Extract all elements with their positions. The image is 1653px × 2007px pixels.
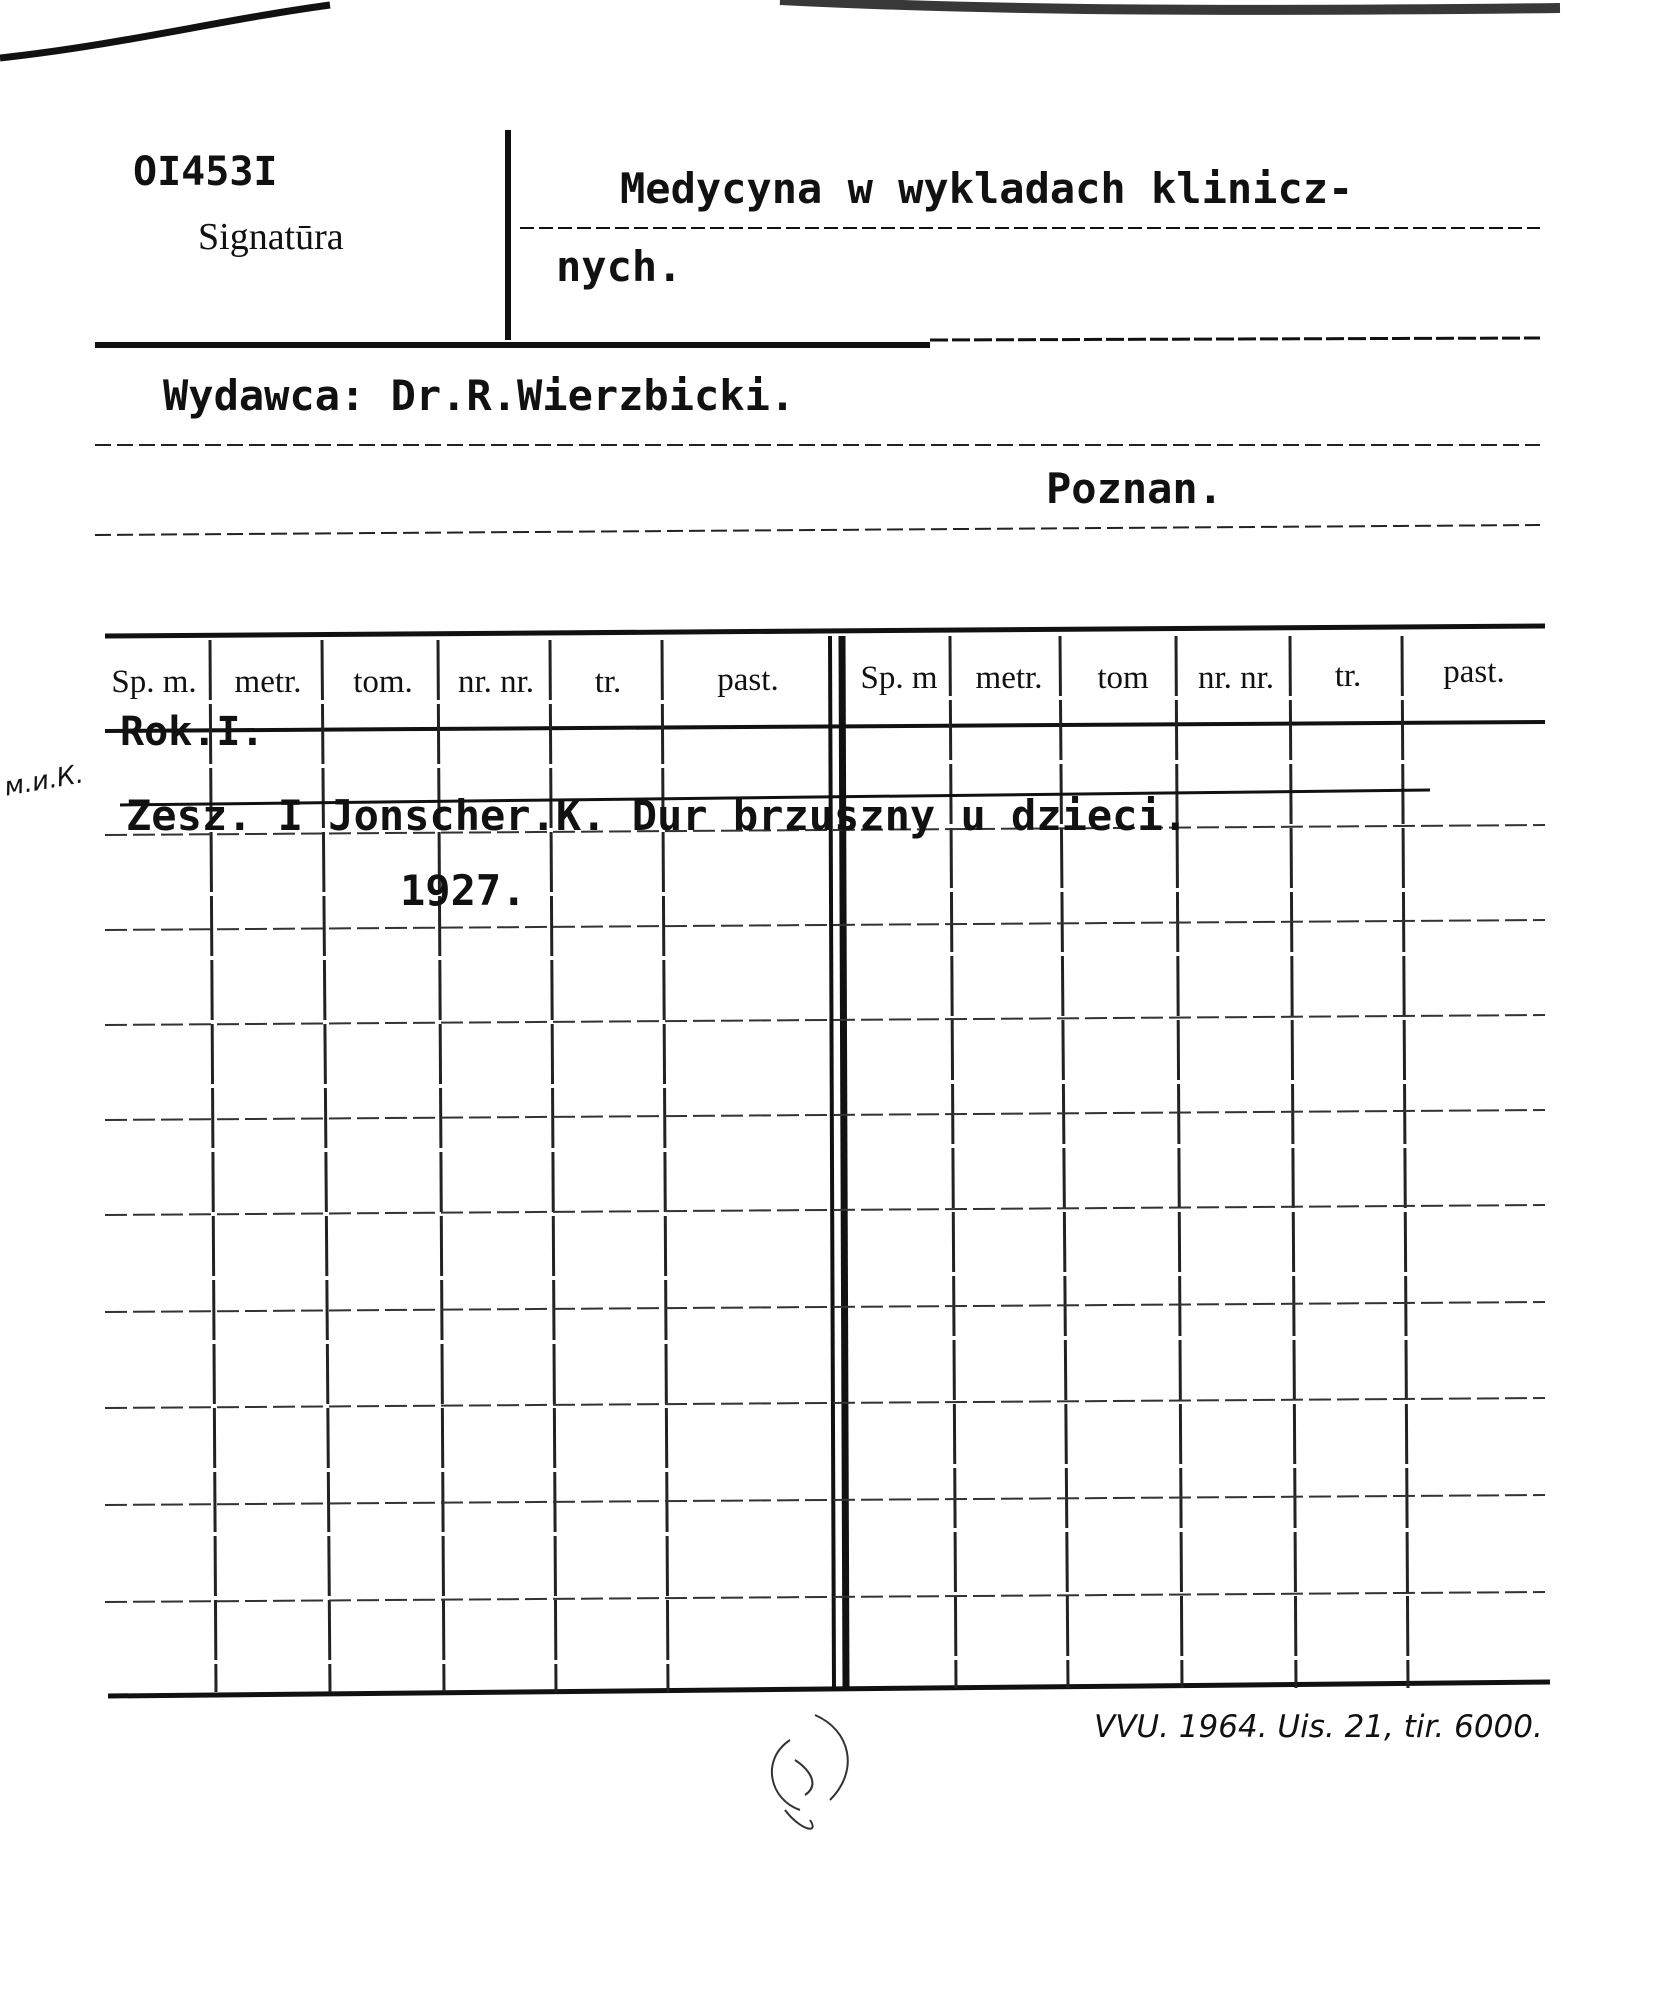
signature-number: OI453I [133, 149, 278, 195]
col-header-right-tr: tr. [1334, 658, 1362, 694]
col-header-left-tr: tr. [594, 664, 622, 700]
col-header-left-past: past. [717, 662, 779, 698]
title-line-1: Medycyna w wykladach klinicz- [620, 164, 1354, 213]
footer-note: VVU. 1964. Uis. 21, tir. 6000. [1094, 1709, 1543, 1745]
entry-year: Rok.I. [120, 709, 265, 755]
col-header-right-past: past. [1443, 654, 1505, 690]
col-header-right-tom: tom [1097, 660, 1149, 696]
col-header-right-nr-nr: nr. nr. [1197, 660, 1275, 696]
col-header-left-metr: metr. [234, 664, 302, 700]
signature-label: Signatūra [198, 216, 344, 258]
col-header-left-nr-nr: nr. nr. [457, 664, 535, 700]
publisher-text: Wydawca: Dr.R.Wierzbicki. [163, 371, 796, 420]
publisher-place: Poznan. [1046, 464, 1224, 513]
entry-date: 1927. [400, 866, 527, 915]
title-line-2: nych. [556, 242, 683, 291]
col-header-left-tom: tom. [353, 664, 413, 700]
margin-note: м.и.К. [2, 759, 86, 803]
entry-issue: Zesz. I Jonscher.K. Dur brzuszny u dzieci. [126, 791, 1189, 840]
col-header-right-metr: metr. [975, 660, 1043, 696]
col-header-right-sp-m: Sp. m [860, 660, 938, 696]
col-header-left-sp-m: Sp. m. [111, 664, 197, 700]
